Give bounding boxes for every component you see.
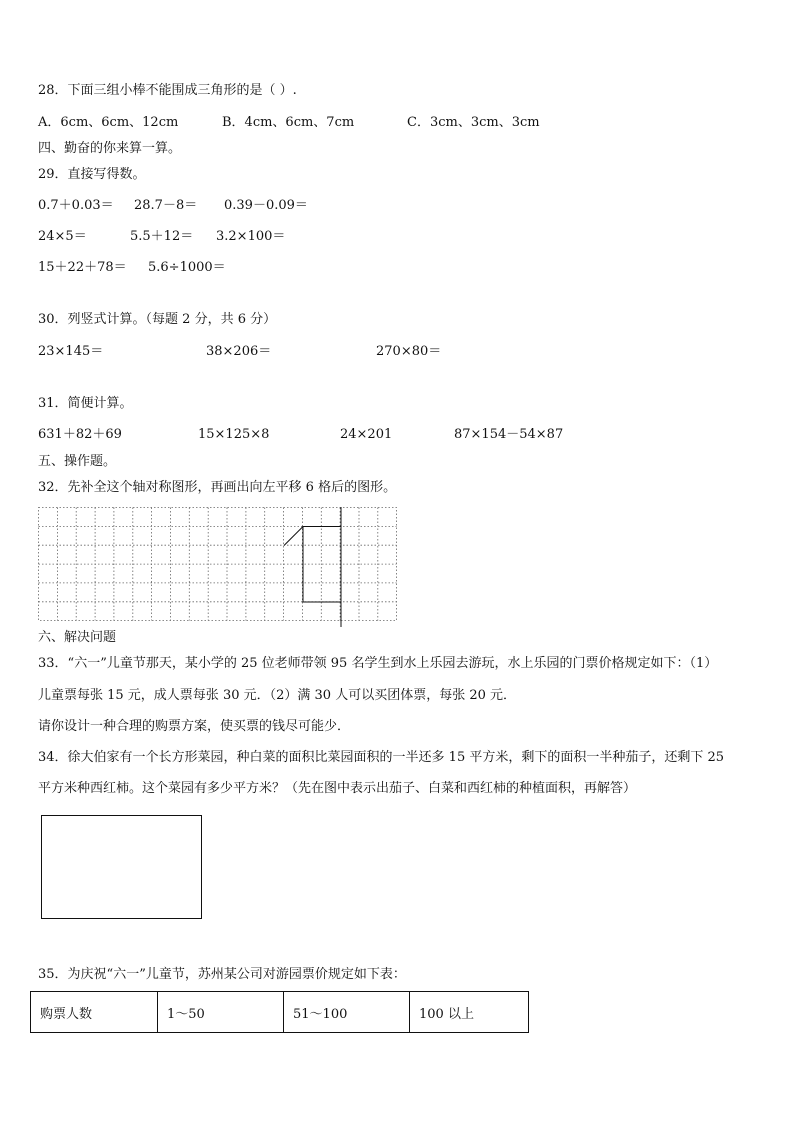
- q31-item: 631＋82＋69: [38, 427, 122, 442]
- q28-option-b: B．4cm、6cm、7cm: [222, 115, 355, 130]
- ticket-price-table: [30, 991, 529, 1033]
- q34-line-2: 平方米种西红柿。这个菜园有多少平方米？（先在图中表示出茄子、白菜和西红柿的种植面积，再解答）: [38, 781, 637, 796]
- q29-item: 24×5＝: [38, 229, 87, 244]
- q33-line-3: 请你设计一种合理的购票方案，使买票的钱尽可能少．: [38, 719, 351, 734]
- garden-rectangle: [41, 815, 202, 919]
- q31-item: 24×201: [340, 427, 393, 442]
- q28-option-c: C．3cm、3cm、3cm: [407, 115, 540, 130]
- q29-item: 15＋22＋78＝: [38, 260, 127, 275]
- table-row: [31, 992, 529, 1033]
- q35-title: 35．为庆祝“六一”儿童节，苏州某公司对游园票价规定如下表：: [38, 967, 406, 982]
- q33-line-2: 儿童票每张 15 元，成人票每张 30 元．（2）满 30 人可以买团体票，每张 20 元．: [38, 688, 516, 703]
- q30-item: 23×145＝: [38, 344, 104, 359]
- table-cell: 100 以上: [410, 992, 529, 1033]
- section-4-heading: 四、勤奋的你来算一算。: [38, 141, 182, 156]
- q29-title: 29．直接写得数。: [38, 167, 146, 182]
- q31-title: 31．简便计算。: [38, 396, 133, 411]
- table-cell: 51～100: [284, 992, 410, 1033]
- q29-item: 5.5＋12＝: [130, 229, 194, 244]
- q29-item: 5.6÷1000＝: [148, 260, 226, 275]
- q28-option-a: A．6cm、6cm、12cm: [38, 115, 179, 130]
- dotted-grid: [38, 507, 400, 633]
- section-6-heading: 六、解决问题: [38, 630, 117, 645]
- q30-item: 38×206＝: [206, 344, 272, 359]
- half-figure-top: [284, 527, 341, 546]
- q31-item: 87×154－54×87: [454, 427, 564, 442]
- section-5-heading: 五、操作题。: [38, 454, 117, 469]
- q28-question: 28．下面三组小棒不能围成三角形的是（ ）.: [38, 83, 297, 98]
- table-cell: 1～50: [158, 992, 284, 1033]
- q29-item: 3.2×100＝: [216, 229, 286, 244]
- q29-item: 28.7－8＝: [134, 198, 198, 213]
- q34-line-1: 34．徐大伯家有一个长方形菜园，种白菜的面积比菜园面积的一半还多 15 平方米，剩下的面积一半种茄子，还剩下 25: [38, 750, 725, 765]
- table-cell: 购票人数: [31, 992, 158, 1033]
- q32-title: 32．先补全这个轴对称图形，再画出向左平移 6 格后的图形。: [38, 480, 397, 495]
- q29-item: 0.39－0.09＝: [224, 198, 308, 213]
- q31-item: 15×125×8: [198, 427, 270, 442]
- q33-line-1: 33．“六一”儿童节那天，某小学的 25 位老师带领 95 名学生到水上乐园去游玩，水上乐园的门票价格规定如下：（1）: [38, 656, 718, 671]
- q30-title: 30．列竖式计算。（每题 2 分，共 6 分）: [38, 312, 277, 327]
- q29-item: 0.7＋0.03＝: [38, 198, 114, 213]
- q30-item: 270×80＝: [376, 344, 442, 359]
